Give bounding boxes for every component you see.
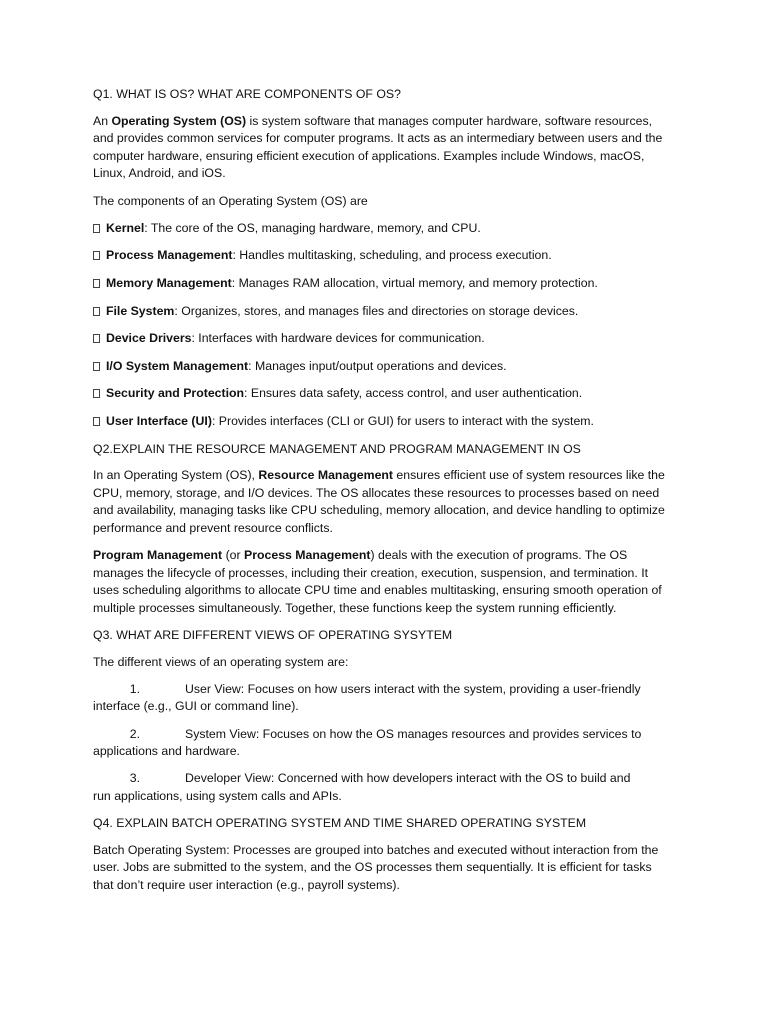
missing-glyph-icon (93, 307, 100, 316)
component-item: I/O System Management: Manages input/output operations and devices. (93, 358, 675, 376)
q3-intro: The different views of an operating system are: (93, 654, 349, 669)
component-item: Memory Management: Manages RAM allocation, virtual memory, and memory protection. (93, 275, 675, 293)
q1-intro: An Operating System (OS) is system software that manages computer hardware, software resources, and provides common services for computer programs. It acts as an intermediary between users and the computer hardware, ensuring efficient execution of applications. Examples include Windows, macOS, Linux, Android, and iOS. (93, 113, 663, 181)
q3-heading: Q3. WHAT ARE DIFFERENT VIEWS OF OPERATING SYSYTEM (93, 628, 453, 643)
component-item: Security and Protection: Ensures data safety, access control, and user authentication. (93, 385, 675, 403)
component-item: File System: Organizes, stores, and manages files and directories on storage devices. (93, 303, 675, 321)
term-process-management: Process Management (244, 548, 371, 563)
component-item: User Interface (UI): Provides interfaces (CLI or GUI) for users to interact with the system. (93, 413, 675, 431)
q2-heading: Q2.EXPLAIN THE RESOURCE MANAGEMENT AND PROGRAM MANAGEMENT IN OS (93, 441, 581, 456)
q4-paragraph-batch: Batch Operating System: Processes are grouped into batches and executed without interaction from the user. Jobs are submitted to the system, and the OS processes them sequentially. It is efficient for tasks that don’t require user interaction (e.g., payroll systems). (93, 842, 659, 892)
view-item: 1. User View: Focuses on how users interact with the system, providing a user-friendly interface (e.g., GUI or command line). (93, 681, 641, 714)
missing-glyph-icon (93, 251, 100, 260)
term-program-management: Program Management (93, 548, 223, 563)
q1-heading: Q1. WHAT IS OS? WHAT ARE COMPONENTS OF OS? (93, 87, 401, 101)
document-body (93, 86, 675, 904)
list-number: 2. (129, 726, 140, 741)
q2-paragraph-resource: In an Operating System (OS), Resource Management ensures efficient use of system resources like the CPU, memory, storage, and I/O devices. The OS allocates these resources to processes based on need and availability, managing tasks like CPU scheduling, memory allocation, and device handling to optimize performance and prevent resource conflicts. (93, 468, 665, 535)
q2-paragraph-program: Program Management (or Process Management) deals with the execution of programs. The OS manages the lifecycle of processes, including their creation, execution, suspension, and termination. It uses scheduling algorithms to allocate CPU time and enables multitasking, ensuring smooth operation of multiple processes simultaneously. Together, these functions keep the system running efficiently. (93, 548, 662, 615)
missing-glyph-icon (93, 334, 100, 343)
list-number: 1. (129, 681, 140, 696)
q4-heading: Q4. EXPLAIN BATCH OPERATING SYSTEM AND TIME SHARED OPERATING SYSTEM (93, 816, 587, 831)
missing-glyph-icon (93, 417, 100, 426)
missing-glyph-icon (93, 389, 100, 398)
list-number: 3. (129, 771, 140, 786)
term-operating-system: Operating System (OS) (111, 113, 247, 128)
missing-glyph-icon (93, 279, 100, 288)
component-item: Kernel: The core of the OS, managing hardware, memory, and CPU. (93, 220, 675, 238)
term-resource-management: Resource Management (258, 468, 394, 483)
missing-glyph-icon (93, 362, 100, 371)
q1-components-intro: The components of an Operating System (OS) are (93, 193, 368, 208)
component-item: Process Management: Handles multitasking, scheduling, and process execution. (93, 247, 675, 265)
view-item: 3. Developer View: Concerned with how developers interact with the OS to build and run applications, using system calls and APIs. (93, 771, 631, 803)
missing-glyph-icon (93, 224, 100, 233)
view-item: 2. System View: Focuses on how the OS manages resources and provides services to applications and hardware. (93, 726, 642, 759)
component-item: Device Drivers: Interfaces with hardware devices for communication. (93, 330, 675, 348)
